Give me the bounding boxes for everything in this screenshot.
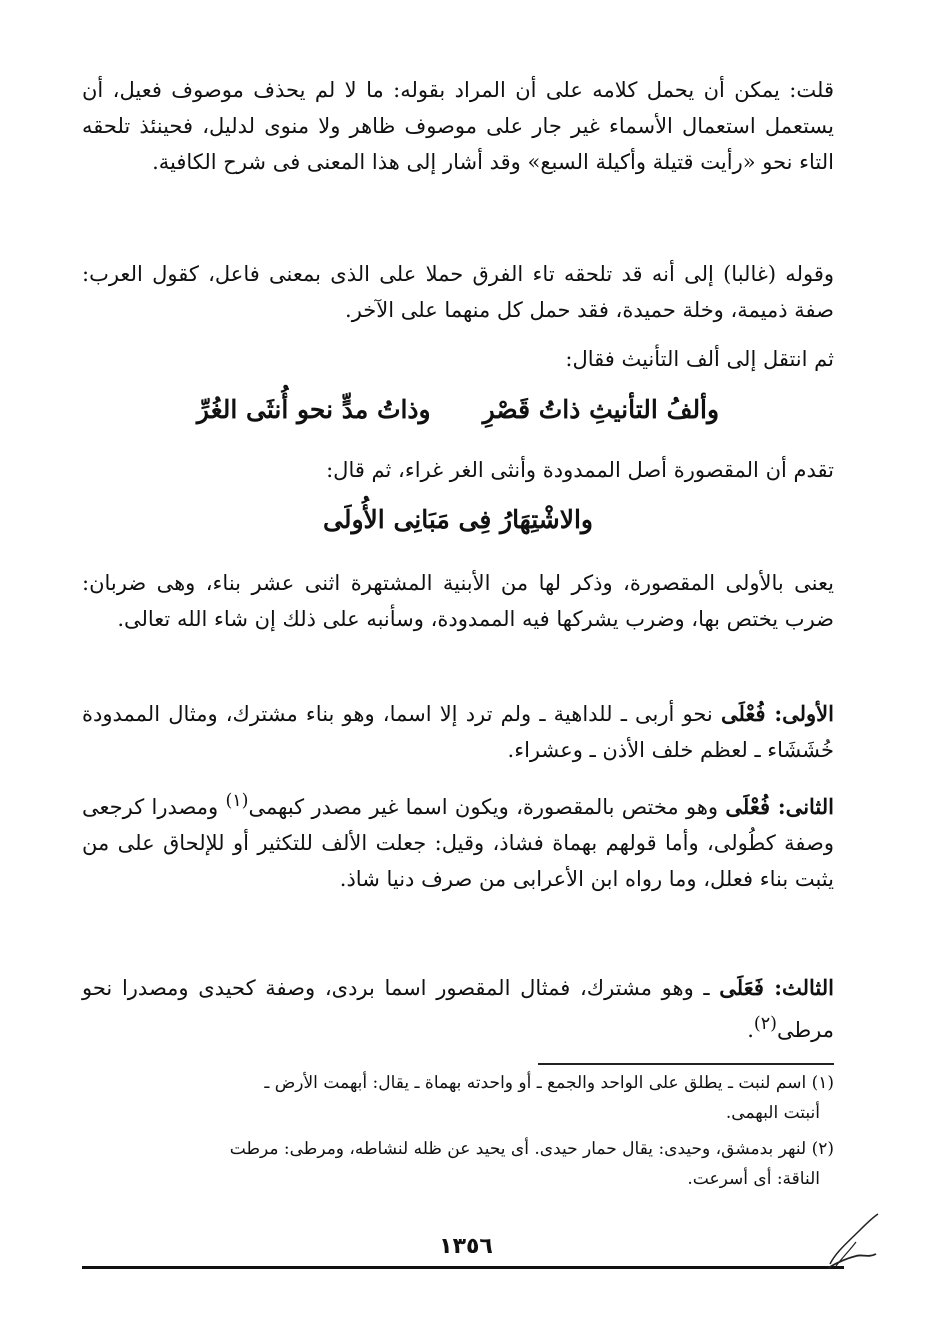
paragraph-7-text: وهو مختص بالمقصورة، ويكون اسما غير مصدر كبهمى <box>248 795 726 819</box>
footnote-1 <box>82 1068 834 1128</box>
paragraph-8-lead: الثالث: فَعَلَى <box>719 975 834 1000</box>
footnote-2-line-2: الناقة: أى أسرعت. <box>687 1169 820 1189</box>
paragraph-7-rest: ومصدرا كرجعى وصفة كطُولى، وأما قولهم بهماة فشاذ، وقيل: جعلت الألف للتكثير أو للإلحاق على من يثبت بناء فعلل، وما رواه ابن الأعرابى من صرف دنيا شاذ. <box>82 795 834 891</box>
verse-1-second-hemistich: وذاتُ مدٍّ نحو أُنثَى الغُرِّ <box>196 395 431 424</box>
paragraph-1: قلت: يمكن أن يحمل كلامه على أن المراد بقوله: ما لا لم يحذف موصوف فعيل، أن يستعمل استعمال الأسماء غير جار على موصوف ظاهر ولا منوى لدليل، فحينئذ تلحقه التاء نحو «رأيت قتيلة وأكيلة السبع» وقد أشار إلى هذا المعنى فى شرح الكافية. <box>82 78 834 174</box>
paragraph-6-text: نحو أربى ـ للداهية ـ ولم ترد إلا اسما، وهو بناء مشترك، ومثال الممدودة خُشَشَاء ـ لعظم خلف الأذن ـ وعشراء. <box>82 702 834 762</box>
signature-mark-icon <box>826 1212 882 1272</box>
paragraph-8 <box>82 970 834 1048</box>
paragraph-8-end: . <box>747 1018 754 1042</box>
main-text-7 <box>82 783 834 897</box>
main-text-4 <box>82 452 834 488</box>
footnote-separator <box>538 1063 834 1065</box>
paragraph-7-lead: الثانى: فُعْلَى <box>725 794 835 819</box>
footnote-2-line-1: (٢) لنهر بدمشق، وحيدى: يقال حمار حيدى. أى يحيد عن ظله لنشاطه، ومرطى: مرطت <box>229 1139 834 1159</box>
paragraph-6-lead: الأولى: فُعْلَى <box>720 701 834 726</box>
main-text-5 <box>82 565 834 637</box>
paragraph-6 <box>82 696 834 768</box>
main-text-8 <box>82 970 834 1048</box>
main-text-3 <box>82 341 834 377</box>
verse-1-first-hemistich: وألفُ التأنيثِ ذاتُ قَصْرِ <box>482 395 720 424</box>
paragraph-4: تقدم أن المقصورة أصل الممدودة وأنثى الغر غراء، ثم قال: <box>326 458 834 482</box>
footnote-ref-1: (١) <box>225 791 249 811</box>
main-text <box>82 72 834 180</box>
footnote-1-line-1: (١) اسم لنبت ـ يطلق على الواحد والجمع ـ أو واحدته بهماة ـ يقال: أبهمت الأرض ـ <box>264 1073 834 1093</box>
footnote-ref-2: (٢) <box>753 1014 777 1034</box>
main-text-6 <box>82 696 834 768</box>
footnote-1-line-2: أنبتت البهمى. <box>725 1103 820 1123</box>
paragraph-7 <box>82 783 834 897</box>
paragraph-2: وقوله (غالبا) إلى أنه قد تلحقه تاء الفرق حملا على الذى بمعنى فاعل، كقول العرب: صفة ذميمة، وخلة حميدة، فقد حمل كل منهما على الآخر. <box>82 262 834 322</box>
verse-line-1 <box>82 390 834 430</box>
paragraph-5: يعنى بالأولى المقصورة، وذكر لها من الأبنية المشتهرة اثنى عشر بناء، وهى ضربان: ضرب يختص بها، وضرب يشركها فيه الممدودة، وسأنبه على ذلك إن شاء الله تعالى. <box>82 571 834 631</box>
verse-2-hemistich: والاشْتِهَارُ فِى مَبَانِى الأُولَى <box>323 505 593 534</box>
main-text-2 <box>82 256 834 328</box>
verse-line-2 <box>82 500 834 540</box>
bottom-rule <box>82 1266 844 1269</box>
footnote-2 <box>82 1134 834 1194</box>
paragraph-8-text: ـ وهو مشترك، فمثال المقصور اسما بردى، وصفة كحيدى ومصدرا نحو مرطى <box>82 976 834 1042</box>
page-number: ١٣٥٦ <box>439 1234 493 1259</box>
paragraph-3: ثم انتقل إلى ألف التأنيث فقال: <box>565 347 834 371</box>
